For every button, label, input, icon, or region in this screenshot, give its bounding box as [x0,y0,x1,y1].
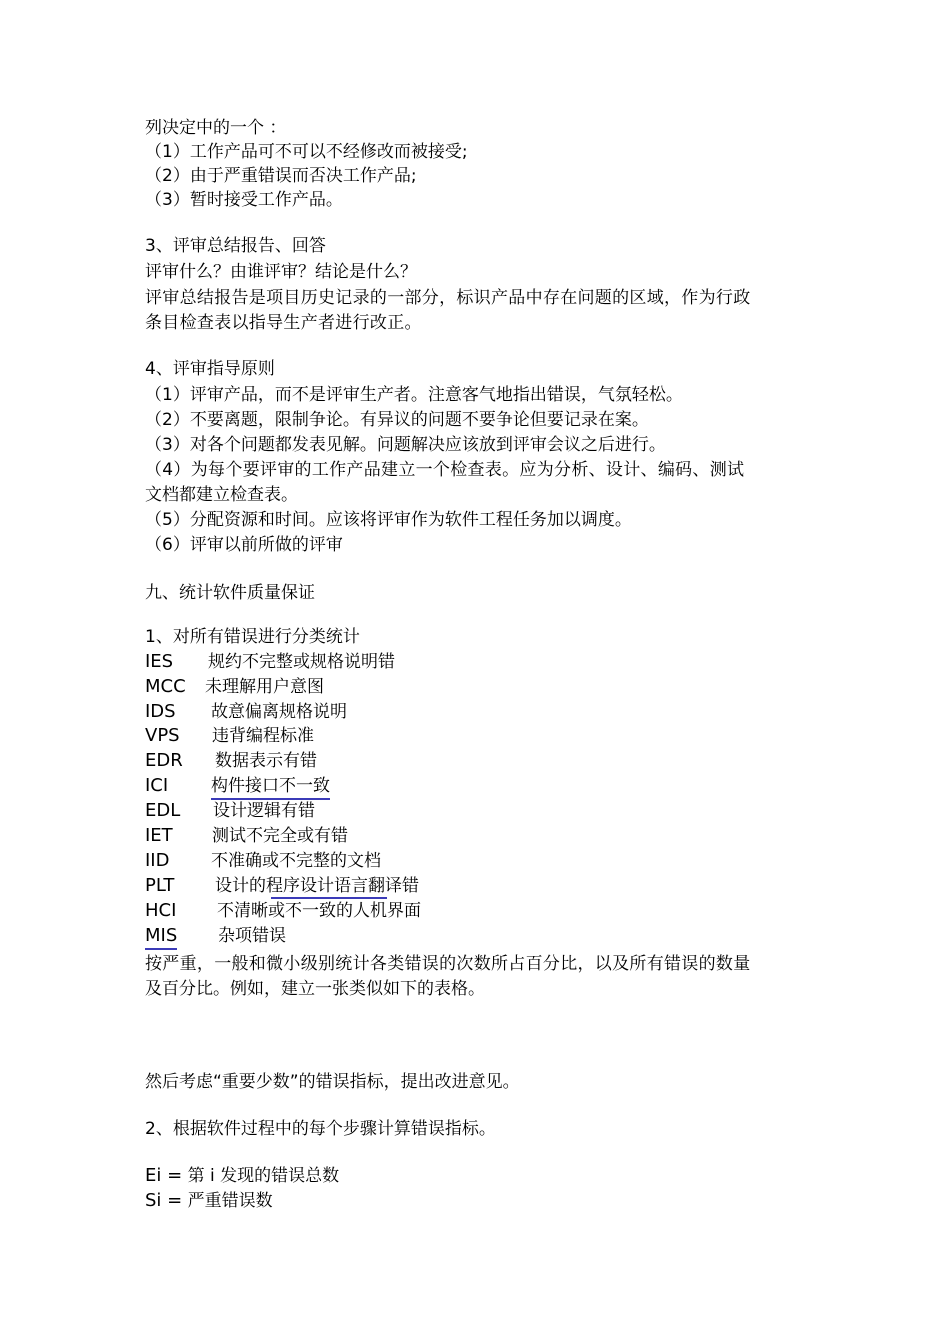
error-row [145,675,815,699]
section-heading: 4、评审指导原则 [145,359,275,379]
subsection-heading: 2、根据软件过程中的每个步骤计算错误指标。 [145,1119,496,1139]
error-code: ICI [145,775,169,796]
formula-row [145,1189,815,1213]
error-description: 设计逻辑有错 [213,801,315,821]
review-questions: 评审什么？由谁评审？结论是什么？ [145,262,417,282]
error-row [145,774,815,800]
error-code: MCC [145,676,186,697]
formula-rhs: 第 i 发现的错误总数 [187,1166,340,1186]
error-description: 未理解用户意图 [205,677,324,697]
formula-lhs: Ei = [145,1165,183,1186]
error-description-text: 设计的程序设计语言翻译错 [215,876,419,896]
error-code: HCI [145,900,177,921]
error-code: EDL [145,800,181,821]
error-row [145,650,815,674]
error-description: 构件接口不一致 [211,774,330,800]
error-description: 违背编程标准 [212,726,314,746]
error-row [145,749,815,773]
decision-item: （2）由于严重错误而否决工作产品; [145,166,417,186]
error-description: 数据表示有错 [215,751,317,771]
guideline-item: （6）评审以前所做的评审 [145,535,343,555]
error-description: 故意偏离规格说明 [211,702,347,722]
error-row [145,824,815,848]
error-code: IET [145,825,173,846]
guideline-item: （2）不要离题，限制争论。有异议的问题不要争论但要记录在案。 [145,410,649,430]
guideline-item: （1）评审产品，而不是评审生产者。注意客气地指出错误，气氛轻松。 [145,385,683,405]
error-description: 不清晰或不一致的人机界面 [217,901,421,921]
error-description: 规约不完整或规格说明错 [208,652,395,672]
error-description: 测试不完全或有错 [212,826,348,846]
error-code: MIS [145,924,177,950]
vital-few-note: 然后考虑“重要少数”的错误指标，提出改进意见。 [145,1072,520,1092]
error-row [145,874,815,900]
formula-rhs: 严重错误数 [187,1191,273,1211]
error-code: IES [145,651,174,672]
chapter-heading: 九、统计软件质量保证 [145,583,315,603]
error-row [145,924,815,950]
error-row [145,700,815,724]
guideline-item: 文档都建立检查表。 [145,485,298,505]
error-row [145,799,815,823]
section-heading: 3、评审总结报告、回答 [145,236,326,256]
error-row [145,849,815,873]
error-code: IID [145,850,170,871]
decision-lead: 列决定中的一个 ： [145,118,287,138]
error-code: EDR [145,750,183,771]
error-code: IDS [145,701,176,722]
decision-item: （3）暂时接受工作产品。 [145,190,343,210]
guideline-item: （4）为每个要评审的工作产品建立一个检查表。应为分析、设计、编码、测试 [145,460,745,480]
error-description: 杂项错误 [218,926,286,946]
error-code: VPS [145,725,180,746]
error-description: 不准确或不完整的文档 [211,851,381,871]
subsection-heading: 1、对所有错误进行分类统计 [145,627,360,647]
stats-paragraph-line: 按严重，一般和微小级别统计各类错误的次数所占百分比，以及所有错误的数量 [145,954,751,974]
formula-lhs: Si = [145,1190,183,1211]
guideline-item: （5）分配资源和时间。应该将评审作为软件工程任务加以调度。 [145,510,632,530]
guideline-item: （3）对各个问题都发表见解。问题解决应该放到评审会议之后进行。 [145,435,666,455]
review-summary-paragraph-line: 评审总结报告是项目历史记录的一部分，标识产品中存在问题的区域，作为行政 [145,288,751,308]
error-code: PLT [145,875,175,896]
stats-paragraph-line: 及百分比。例如，建立一张类似如下的表格。 [145,979,485,999]
decision-item: （1）工作产品可不可以不经修改而被接受; [145,142,468,162]
formula-row [145,1164,815,1188]
error-row [145,899,815,923]
error-row [145,724,815,748]
review-summary-paragraph-line: 条目检查表以指导生产者进行改正。 [145,313,422,333]
